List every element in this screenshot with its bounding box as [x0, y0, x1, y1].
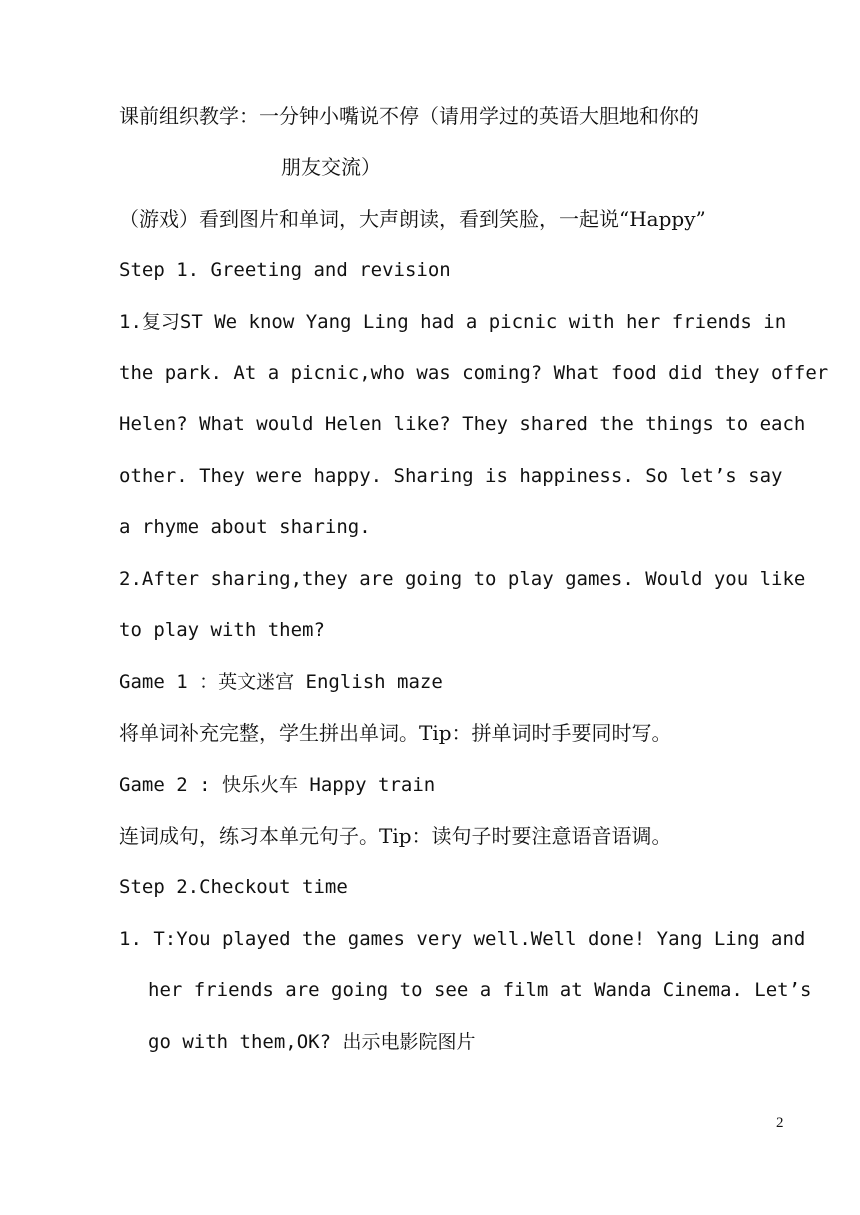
paragraph-2-line-2: to play with them? — [119, 619, 325, 641]
paragraph-1-line-4: other. They were happy. Sharing is happiness. So let’s say — [119, 465, 783, 487]
paragraph-1-line-5: a rhyme about sharing. — [119, 516, 371, 538]
step-2-heading: Step 2.Checkout time — [119, 876, 348, 898]
game-instruction-line: （游戏）看到图片和单词，大声朗读，看到笑脸，一起说“Happy” — [119, 207, 706, 231]
game-1-description: 将单词补充完整，学生拼出单词。Tip：拼单词时手要同时写。 — [119, 721, 672, 745]
intro-line-1: 课前组织教学：一分钟小嘴说不停（请用学过的英语大胆地和你的 — [119, 104, 699, 128]
intro-line-2: 朋友交流） — [281, 155, 381, 179]
checkout-line-1: 1. T:You played the games very well.Well done! Yang Ling and — [119, 928, 806, 950]
paragraph-1-line-3: Helen? What would Helen like? They shared the things to each — [119, 413, 806, 435]
game-2-heading: Game 2 : 快乐火车 Happy train — [119, 774, 436, 796]
paragraph-1-line-1: 1.复习ST We know Yang Ling had a picnic with her friends in — [119, 311, 787, 333]
paragraph-2-line-1: 2.After sharing,they are going to play games. Would you like — [119, 568, 806, 590]
paragraph-1-line-2: the park. At a picnic,who was coming? What food did they offer — [119, 362, 829, 384]
page-number: 2 — [776, 1115, 784, 1131]
game-1-heading: Game 1 ：英文迷宫 English maze — [119, 671, 443, 693]
game-2-description: 连词成句，练习本单元句子。Tip：读句子时要注意语音语调。 — [119, 824, 672, 848]
step-1-heading: Step 1. Greeting and revision — [119, 259, 451, 281]
checkout-line-3: go with them,OK? 出示电影院图片 — [148, 1031, 476, 1053]
checkout-line-2: her friends are going to see a film at Wanda Cinema. Let’s — [148, 979, 812, 1001]
